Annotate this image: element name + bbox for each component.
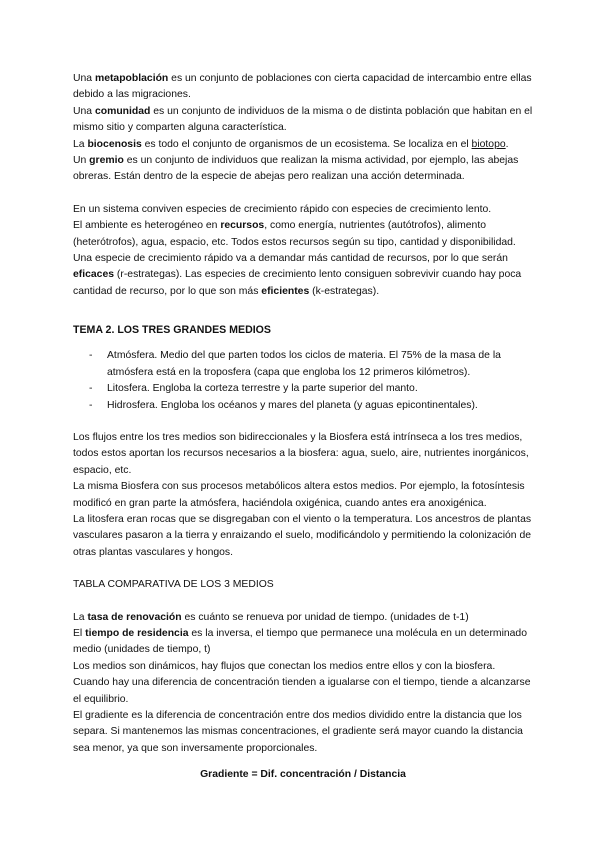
tiempo-residencia-paragraph: [73, 626, 533, 659]
list-item: [89, 398, 533, 414]
text: El: [73, 627, 86, 639]
text: El ambiente es heterogéneo en: [73, 220, 221, 232]
section-heading-tema-2: TEMA 2. LOS TRES GRANDES MEDIOS: [73, 324, 271, 337]
definition-comunidad: [73, 104, 533, 137]
dash-bullet: -: [89, 399, 93, 411]
term-eficaces: eficaces: [73, 269, 115, 281]
media-list: [73, 348, 533, 414]
document-body: [73, 71, 533, 784]
media-hidrosfera: Hidrosfera. Engloba los océanos y mares del planeta (y aguas epicontinentales).: [107, 399, 478, 411]
list-item: [89, 381, 533, 397]
text: (k-estrategas).: [309, 285, 380, 297]
term-tiempo-residencia: tiempo de residencia: [85, 627, 189, 639]
text: es un conjunto de individuos de la misma o de distinta población que habitan en el mismo sitio y comparten alguna característica.: [73, 105, 533, 134]
text: es un conjunto de individuos que realizan la misma actividad, por ejemplo, las abejas obreras. Están dentro de la especie de abejas pero realizan una acción determinada.: [73, 155, 519, 183]
text: es la inversa, el tiempo que permanece una molécula en un determinado medio (unidades de tiempo, t): [73, 627, 527, 656]
text: es todo el conjunto de organismos de un ecosistema. Se localiza en el: [141, 138, 472, 150]
gradient-paragraph: El gradiente es la diferencia de concentración entre dos medios dividido entre la distancia que los separa. Si mantenemos las mismas concentraciones, el gradiente será mayor cuando la distancia sea menor, ya que son inversamente proporcionales.: [73, 710, 523, 754]
text: , como energía, nutrientes (autótrofos), alimento (heterótrofos), agua, espacio, etc. Todos estos recursos según su tipo, cantidad y disponibilidad.: [73, 220, 516, 248]
term-biocenosis: biocenosis: [87, 138, 142, 150]
text: Una: [73, 73, 95, 84]
media-atmosfera: Atmósfera. Medio del que parten todos los ciclos de materia. El 75% de la masa de la atmósfera está en la troposfera (capa que engloba los 12 primeros kilómetros).: [107, 350, 501, 378]
dynamic-media-paragraph: Los medios son dinámicos, hay flujos que conectan los medios entre ellos y con la biosfera.: [73, 660, 496, 672]
table-heading: TABLA COMPARATIVA DE LOS 3 MEDIOS: [73, 579, 274, 591]
growth-paragraph-3: [73, 251, 533, 300]
dash-bullet: -: [89, 350, 93, 362]
text: (r-estrategas). Las especies de crecimiento lento consiguen sobrevivir cuando hay poca cantidad de recurso, por lo que son más: [73, 269, 522, 297]
dash-bullet: -: [89, 383, 93, 395]
text: Una especie de crecimiento rápido va a demandar más cantidad de recursos, por lo que serán: [73, 253, 508, 265]
term-recursos: recursos: [220, 220, 265, 232]
biotopo-underlined: biotopo: [471, 138, 506, 150]
term-metapoblacion: metapoblación: [94, 73, 169, 84]
flows-paragraph-1: Los flujos entre los tres medios son bidireccionales y la Biosfera está intrínseca a los tres medios, todos estos aportan los recursos necesarios a la biosfera: agua, suelo, aire, nutrientes inorgánicos, espacio, etc.: [73, 431, 529, 476]
text: Una: [73, 105, 95, 117]
term-gremio: gremio: [89, 155, 124, 167]
term-eficientes: eficientes: [261, 285, 310, 297]
text: La: [73, 611, 88, 623]
text: .: [505, 138, 509, 150]
definition-gremio: [73, 153, 533, 186]
tasa-renovacion-paragraph: [73, 610, 533, 626]
definition-metapoblacion: [73, 71, 533, 104]
gradient-formula: Gradiente = Dif. concentración / Distancia: [200, 769, 406, 781]
definition-biocenosis: [73, 137, 533, 153]
flows-paragraph-2: La misma Biosfera con sus procesos metabólicos altera estos medios. Por ejemplo, la fotosíntesis modificó en gran parte la atmósfera, haciéndola oxigénica, cuando antes era anoxigénica.: [73, 481, 525, 509]
media-litosfera: Litosfera. Engloba la corteza terrestre y la parte superior del manto.: [107, 383, 418, 395]
list-item: [89, 348, 533, 381]
text: es cuánto se renueva por unidad de tiempo. (unidades de t-1): [181, 611, 469, 623]
term-comunidad: comunidad: [94, 105, 151, 117]
term-tasa-renovacion: tasa de renovación: [87, 611, 182, 623]
text: Un: [73, 155, 90, 167]
text: es un conjunto de poblaciones con cierta capacidad de intercambio entre ellas debido a las migraciones.: [73, 73, 532, 101]
flows-paragraph-3: La litosfera eran rocas que se disgregaban con el viento o la temperatura. Los ancestros de plantas vasculares pasaron a la tierra y enraizando el suelo, modificándolo y permitiendo la colonización de otras plantas vasculares y hongos.: [73, 513, 532, 558]
text: La: [73, 138, 88, 150]
equilibrium-paragraph: Cuando hay una diferencia de concentración tienden a igualarse con el tiempo, tiende a alcanzarse el equilibrio.: [73, 677, 531, 705]
growth-paragraph-1: En un sistema conviven especies de crecimiento rápido con especies de crecimiento lento.: [73, 203, 492, 215]
growth-paragraph-2: [73, 218, 533, 251]
